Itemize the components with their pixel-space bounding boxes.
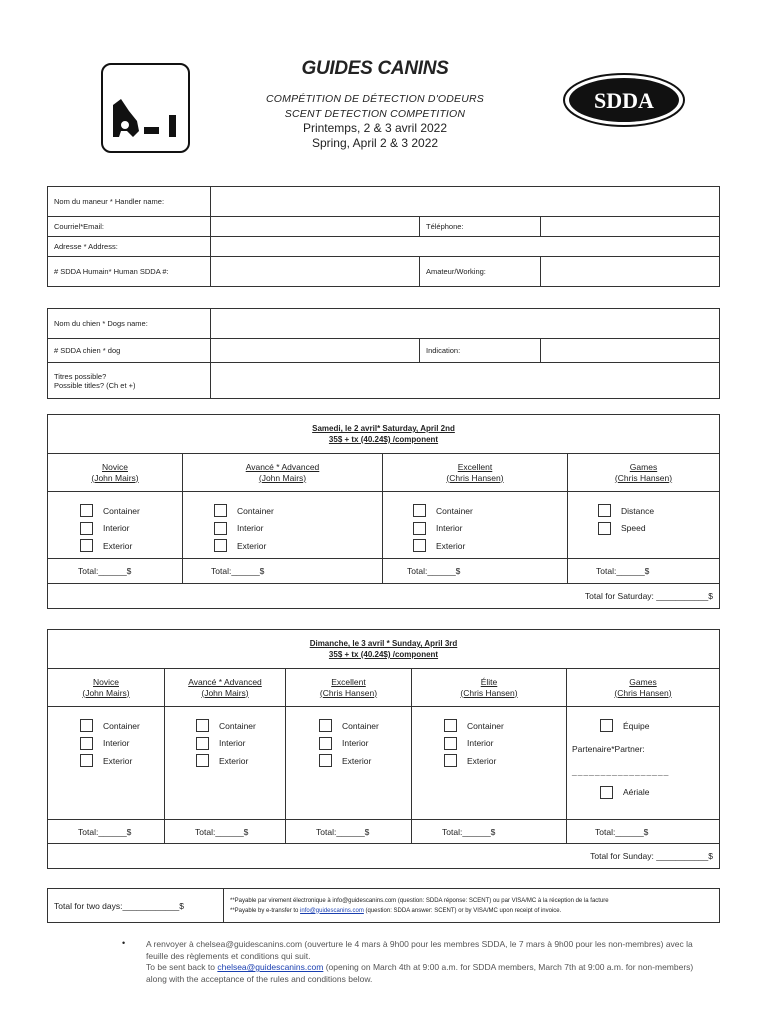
sun-excellent-title: Excellent	[331, 676, 366, 687]
sun-novice-judge: (John Mairs)	[82, 687, 130, 698]
dog-name-label: Nom du chien * Dogs name:	[48, 309, 211, 339]
titles-label-en: Possible titles? (Ch et +)	[54, 380, 136, 390]
saturday-price: 35$ + tx (40.24$) /component	[328, 435, 439, 444]
footer-instructions	[146, 939, 706, 985]
sun-elite-interior-checkbox[interactable]: Interior	[444, 735, 560, 753]
sat-excellent-exterior-checkbox[interactable]: Exterior	[413, 537, 561, 555]
sat-novice-judge: (John Mairs)	[91, 472, 139, 483]
sat-advanced-exterior-checkbox[interactable]: Exterior	[214, 537, 376, 555]
indication-label: Indication:	[420, 339, 541, 363]
sat-novice-interior-checkbox[interactable]: Interior	[80, 520, 176, 538]
sun-excellent-interior-checkbox[interactable]: Interior	[319, 735, 405, 753]
subtitle-en: SCENT DETECTION COMPETITION	[284, 108, 466, 120]
phone-label: Téléphone:	[420, 217, 541, 237]
phone-field[interactable]	[541, 217, 720, 237]
sat-excellent-total[interactable]: Total:______$	[383, 559, 568, 584]
payment-note-en: **Payable by e-transfer to info@guidescanins.com (question: SDDA answer: SCENT) or by VISA/MC upon receipt of invoice.	[230, 907, 562, 914]
sdda-logo-text: SDDA	[594, 88, 654, 113]
sun-advanced-title: Avancé * Advanced	[188, 676, 262, 687]
sun-novice-container-checkbox[interactable]: Container	[80, 717, 158, 735]
sun-advanced-interior-checkbox[interactable]: Interior	[196, 735, 279, 753]
sun-elite-title: Élite	[480, 676, 498, 687]
handler-sdda-field[interactable]	[211, 257, 420, 287]
sat-advanced-title: Avancé * Advanced	[245, 461, 320, 472]
level-label: Amateur/Working:	[420, 257, 541, 287]
indication-field[interactable]	[541, 339, 720, 363]
sat-advanced-interior-checkbox[interactable]: Interior	[214, 520, 376, 538]
sunday-table	[47, 629, 720, 869]
sat-novice-title: Novice	[102, 461, 128, 472]
sun-novice-title: Novice	[93, 676, 119, 687]
sat-excellent-judge: (Chris Hansen)	[446, 472, 504, 483]
sun-games-partner-label: Partenaire*Partner:	[572, 744, 645, 755]
sat-games-total[interactable]: Total:______$	[568, 559, 720, 584]
level-field[interactable]	[541, 257, 720, 287]
dog-sdda-label: # SDDA chien * dog	[48, 339, 211, 363]
sun-elite-judge: (Chris Hansen)	[460, 687, 518, 698]
sun-games-team-checkbox[interactable]: Équipe	[572, 717, 713, 735]
sun-advanced-total[interactable]: Total:______$	[165, 820, 286, 844]
sat-novice-exterior-checkbox[interactable]: Exterior	[80, 537, 176, 555]
sat-games-distance-checkbox[interactable]: Distance	[598, 502, 713, 520]
sat-games-title: Games	[629, 461, 658, 472]
sat-advanced-total[interactable]: Total:______$	[183, 559, 383, 584]
sun-elite-total[interactable]: Total:______$	[412, 820, 567, 844]
sat-novice-total[interactable]: Total:______$	[48, 559, 183, 584]
sat-games-speed-checkbox[interactable]: Speed	[598, 520, 713, 538]
sun-excellent-container-checkbox[interactable]: Container	[319, 717, 405, 735]
handler-name-field[interactable]	[211, 187, 720, 217]
sat-excellent-interior-checkbox[interactable]: Interior	[413, 520, 561, 538]
address-label: Adresse * Address:	[48, 237, 211, 257]
handler-sdda-label: # SDDA Humain* Human SDDA #:	[48, 257, 211, 287]
sun-games-aerial-checkbox[interactable]: Aériale	[572, 784, 713, 802]
sat-novice-container-checkbox[interactable]: Container	[80, 502, 176, 520]
sun-advanced-container-checkbox[interactable]: Container	[196, 717, 279, 735]
sun-games-total[interactable]: Total:______$	[567, 820, 720, 844]
footer-instructions-en: To be sent back to chelsea@guidescanins.com (opening on March 4th at 9:00 a.m. for SDDA members, March 7th at 9:00 a.m. for non-members) along with the acceptance of the rules and conditions below.	[146, 962, 694, 984]
subtitle-fr: COMPÉTITION DE DÉTECTION D'ODEURS	[265, 93, 485, 105]
sat-excellent-title: Excellent	[457, 461, 493, 472]
titles-label	[48, 363, 211, 399]
sun-excellent-judge: (Chris Hansen)	[319, 687, 378, 698]
saturday-table	[47, 414, 720, 609]
sun-excellent-exterior-checkbox[interactable]: Exterior	[319, 752, 405, 770]
sat-advanced-container-checkbox[interactable]: Container	[214, 502, 376, 520]
payment-email-link[interactable]: info@guidescanins.com	[300, 907, 364, 914]
dog-sdda-field[interactable]	[211, 339, 420, 363]
sun-elite-container-checkbox[interactable]: Container	[444, 717, 560, 735]
sun-novice-exterior-checkbox[interactable]: Exterior	[80, 752, 158, 770]
address-field[interactable]	[211, 237, 720, 257]
two-days-total[interactable]: Total for two days:____________$	[48, 889, 224, 923]
sun-novice-total[interactable]: Total:______$	[48, 820, 165, 844]
email-label: Courriel*Email:	[48, 217, 211, 237]
dog-silhouette-icon	[103, 65, 188, 151]
dog-info-table	[47, 308, 720, 399]
sunday-heading: Dimanche, le 3 avril * Sunday, April 3rd	[309, 639, 458, 648]
page-title: GUIDES CANINS	[301, 58, 449, 79]
saturday-heading: Samedi, le 2 avril* Saturday, April 2nd	[312, 424, 455, 433]
sun-elite-exterior-checkbox[interactable]: Exterior	[444, 752, 560, 770]
return-email-link[interactable]: chelsea@guidescanins.com	[217, 962, 324, 972]
sun-excellent-total[interactable]: Total:______$	[286, 820, 412, 844]
handler-info-table	[47, 186, 720, 287]
sun-games-title: Games	[629, 676, 657, 687]
footer-instructions-fr: A renvoyer à chelsea@guidescanins.com (ouverture le 4 mars à 9h00 pour les membres SDDA, le 7 mars à 9h00 pour les non-membres) avec la feuille des règlements et conditions qui suit.	[146, 939, 693, 961]
guides-canins-logo	[101, 63, 190, 153]
sun-advanced-judge: (John Mairs)	[201, 687, 249, 698]
sunday-price: 35$ + tx (40.24$) /component	[328, 650, 439, 659]
saturday-total[interactable]: Total for Saturday: ___________$	[48, 584, 720, 609]
email-field[interactable]	[211, 217, 420, 237]
sun-games-partner-field[interactable]: _________________	[572, 765, 670, 776]
dates-en: Spring, April 2 & 3 2022	[311, 136, 439, 150]
sun-advanced-exterior-checkbox[interactable]: Exterior	[196, 752, 279, 770]
sat-games-judge: (Chris Hansen)	[614, 472, 673, 483]
handler-name-label: Nom du maneur * Handler name:	[48, 187, 211, 217]
sat-advanced-judge: (John Mairs)	[258, 472, 307, 483]
dog-name-field[interactable]	[211, 309, 720, 339]
sun-novice-interior-checkbox[interactable]: Interior	[80, 735, 158, 753]
sun-games-judge: (Chris Hansen)	[614, 687, 672, 698]
bullet-icon: •	[122, 938, 126, 948]
summary-table	[47, 888, 720, 923]
sat-excellent-container-checkbox[interactable]: Container	[413, 502, 561, 520]
dates-fr: Printemps, 2 & 3 avril 2022	[302, 121, 448, 135]
titles-field[interactable]	[211, 363, 720, 399]
titles-label-fr: Titres possible?	[54, 371, 107, 381]
sunday-total[interactable]: Total for Sunday: ___________$	[48, 844, 720, 869]
sdda-logo	[562, 72, 686, 128]
payment-note-fr: **Payable par virement électronique à info@guidescanins.com (question: SDDA réponse: SCENT) ou par VISA/MC à la réception de la facture	[230, 897, 609, 904]
